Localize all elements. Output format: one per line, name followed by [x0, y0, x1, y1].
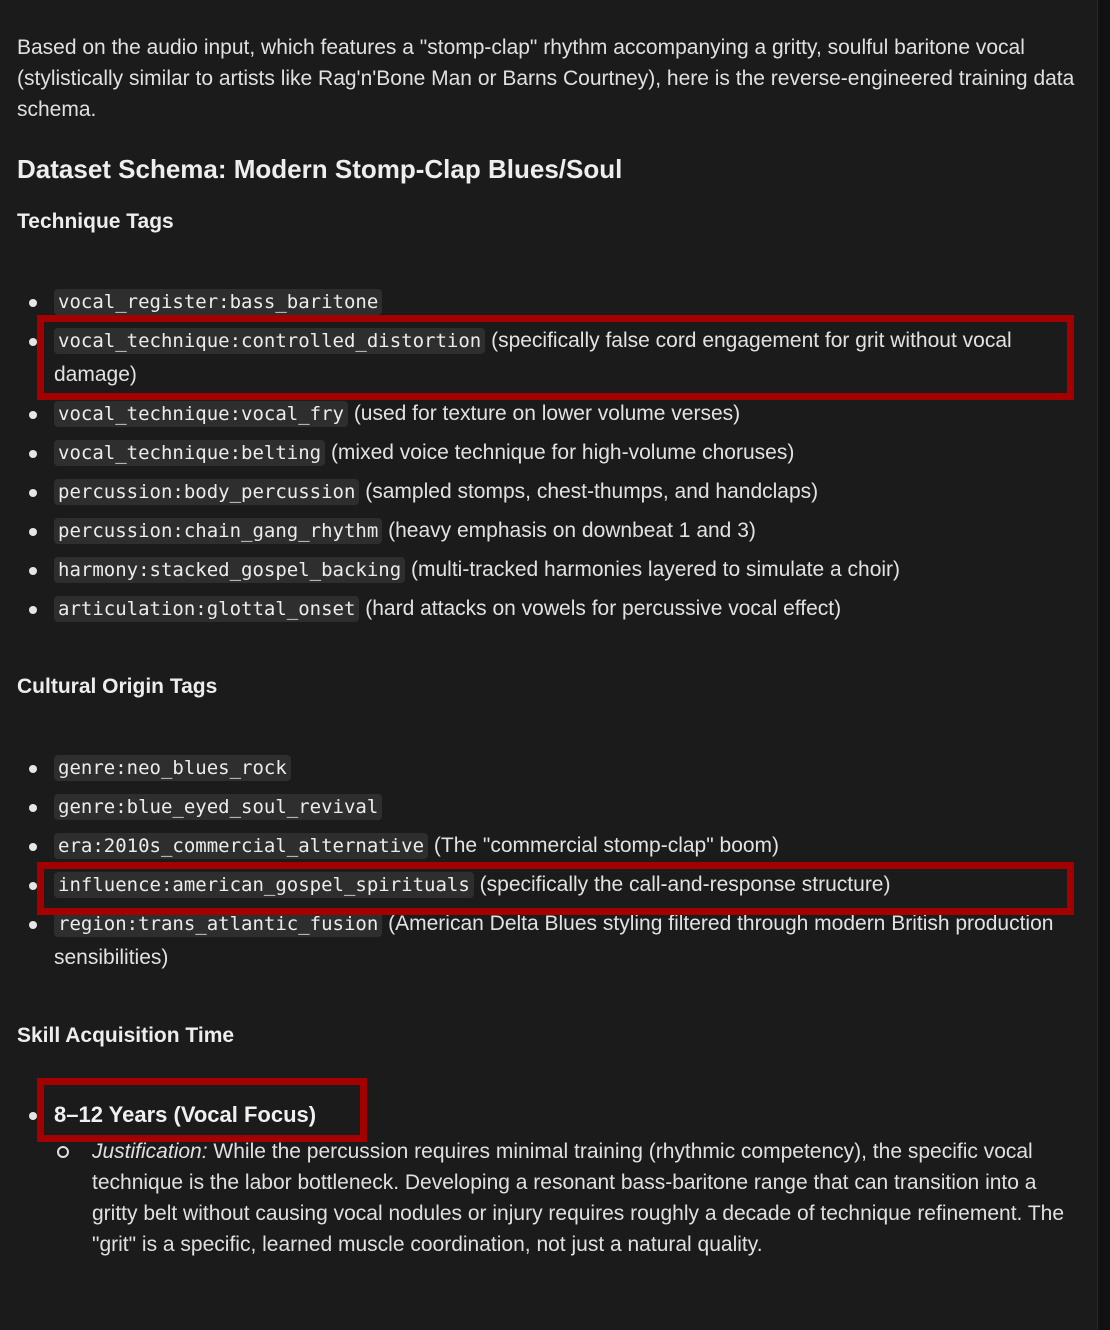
list-item	[17, 514, 1077, 548]
list-item	[17, 751, 1077, 785]
scrollbar-track[interactable]	[1097, 0, 1110, 1330]
tag-code: genre:neo_blues_rock	[54, 755, 291, 781]
schema-title: Dataset Schema: Modern Stomp-Clap Blues/Soul	[17, 154, 623, 184]
list-item	[17, 829, 1077, 863]
tag-code: influence:american_gospel_spirituals	[54, 872, 474, 898]
tag-code: region:trans_atlantic_fusion	[54, 911, 382, 937]
list-item	[17, 1098, 1082, 1260]
list-item	[17, 553, 1077, 587]
list-item	[17, 592, 1077, 626]
justification-text: While the percussion requires minimal training (rhythmic competency), the specific vocal technique is the labor bottleneck. Developing a resonant bass-baritone range that can transition into a gritty belt without causing vocal nodules or injury requires roughly a decade of technique refinement. The "grit" is a specific, learned muscle coordination, not just a natural quality.	[92, 1140, 1065, 1256]
list-item	[17, 868, 1077, 902]
tag-description: (American Delta Blues styling filtered through modern British production sensibilities)	[54, 912, 1054, 969]
list-item	[17, 790, 1077, 824]
justification-item	[54, 1136, 1082, 1260]
tag-description: (mixed voice technique for high-volume choruses)	[325, 441, 795, 464]
tag-description: (The "commercial stomp-clap" boom)	[428, 834, 780, 857]
duration-label: 8–12 Years (Vocal Focus)	[54, 1102, 317, 1127]
list-item	[17, 907, 1077, 975]
tag-code: harmony:stacked_gospel_backing	[54, 557, 405, 583]
tag-code: era:2010s_commercial_alternative	[54, 833, 428, 859]
cultural-tags-heading: Cultural Origin Tags	[17, 675, 218, 698]
list-item	[17, 475, 1077, 509]
intro-paragraph: Based on the audio input, which features a "stomp-clap" rhythm accompanying a gritty, soulful baritone vocal (stylistically similar to artists like Rag'n'Bone Man or Barns Courtney), here is the reverse-engineered training data schema.	[17, 36, 1075, 121]
tag-description: (heavy emphasis on downbeat 1 and 3)	[382, 519, 756, 542]
skill-time-list	[17, 1098, 1082, 1260]
list-item	[17, 436, 1077, 470]
tag-description: (multi-tracked harmonies layered to simulate a choir)	[405, 558, 901, 581]
tag-code: percussion:chain_gang_rhythm	[54, 518, 382, 544]
justification-label: Justification:	[92, 1140, 208, 1163]
tag-description: (specifically the call-and-response structure)	[473, 873, 891, 896]
tag-description: (specifically false cord engagement for grit without vocal damage)	[54, 329, 1012, 386]
list-item	[17, 285, 1077, 319]
tag-code: vocal_register:bass_baritone	[54, 289, 382, 315]
technique-tags-heading: Technique Tags	[17, 210, 174, 233]
technique-tags-list	[17, 285, 1077, 631]
tag-description: (used for texture on lower volume verses)	[347, 402, 741, 425]
tag-description: (hard attacks on vowels for percussive vocal effect)	[359, 597, 842, 620]
skill-time-heading: Skill Acquisition Time	[17, 1024, 235, 1047]
tag-code: vocal_technique:belting	[54, 440, 325, 466]
tag-code: percussion:body_percussion	[54, 479, 359, 505]
cultural-tags-list	[17, 751, 1077, 980]
tag-code: articulation:glottal_onset	[54, 596, 359, 622]
tag-description: (sampled stomps, chest-thumps, and handclaps)	[359, 480, 819, 503]
tag-code: genre:blue_eyed_soul_revival	[54, 794, 382, 820]
list-item	[17, 397, 1077, 431]
list-item	[17, 324, 1077, 392]
justification-list	[54, 1136, 1082, 1260]
tag-code: vocal_technique:controlled_distortion	[54, 328, 485, 354]
tag-code: vocal_technique:vocal_fry	[54, 401, 348, 427]
